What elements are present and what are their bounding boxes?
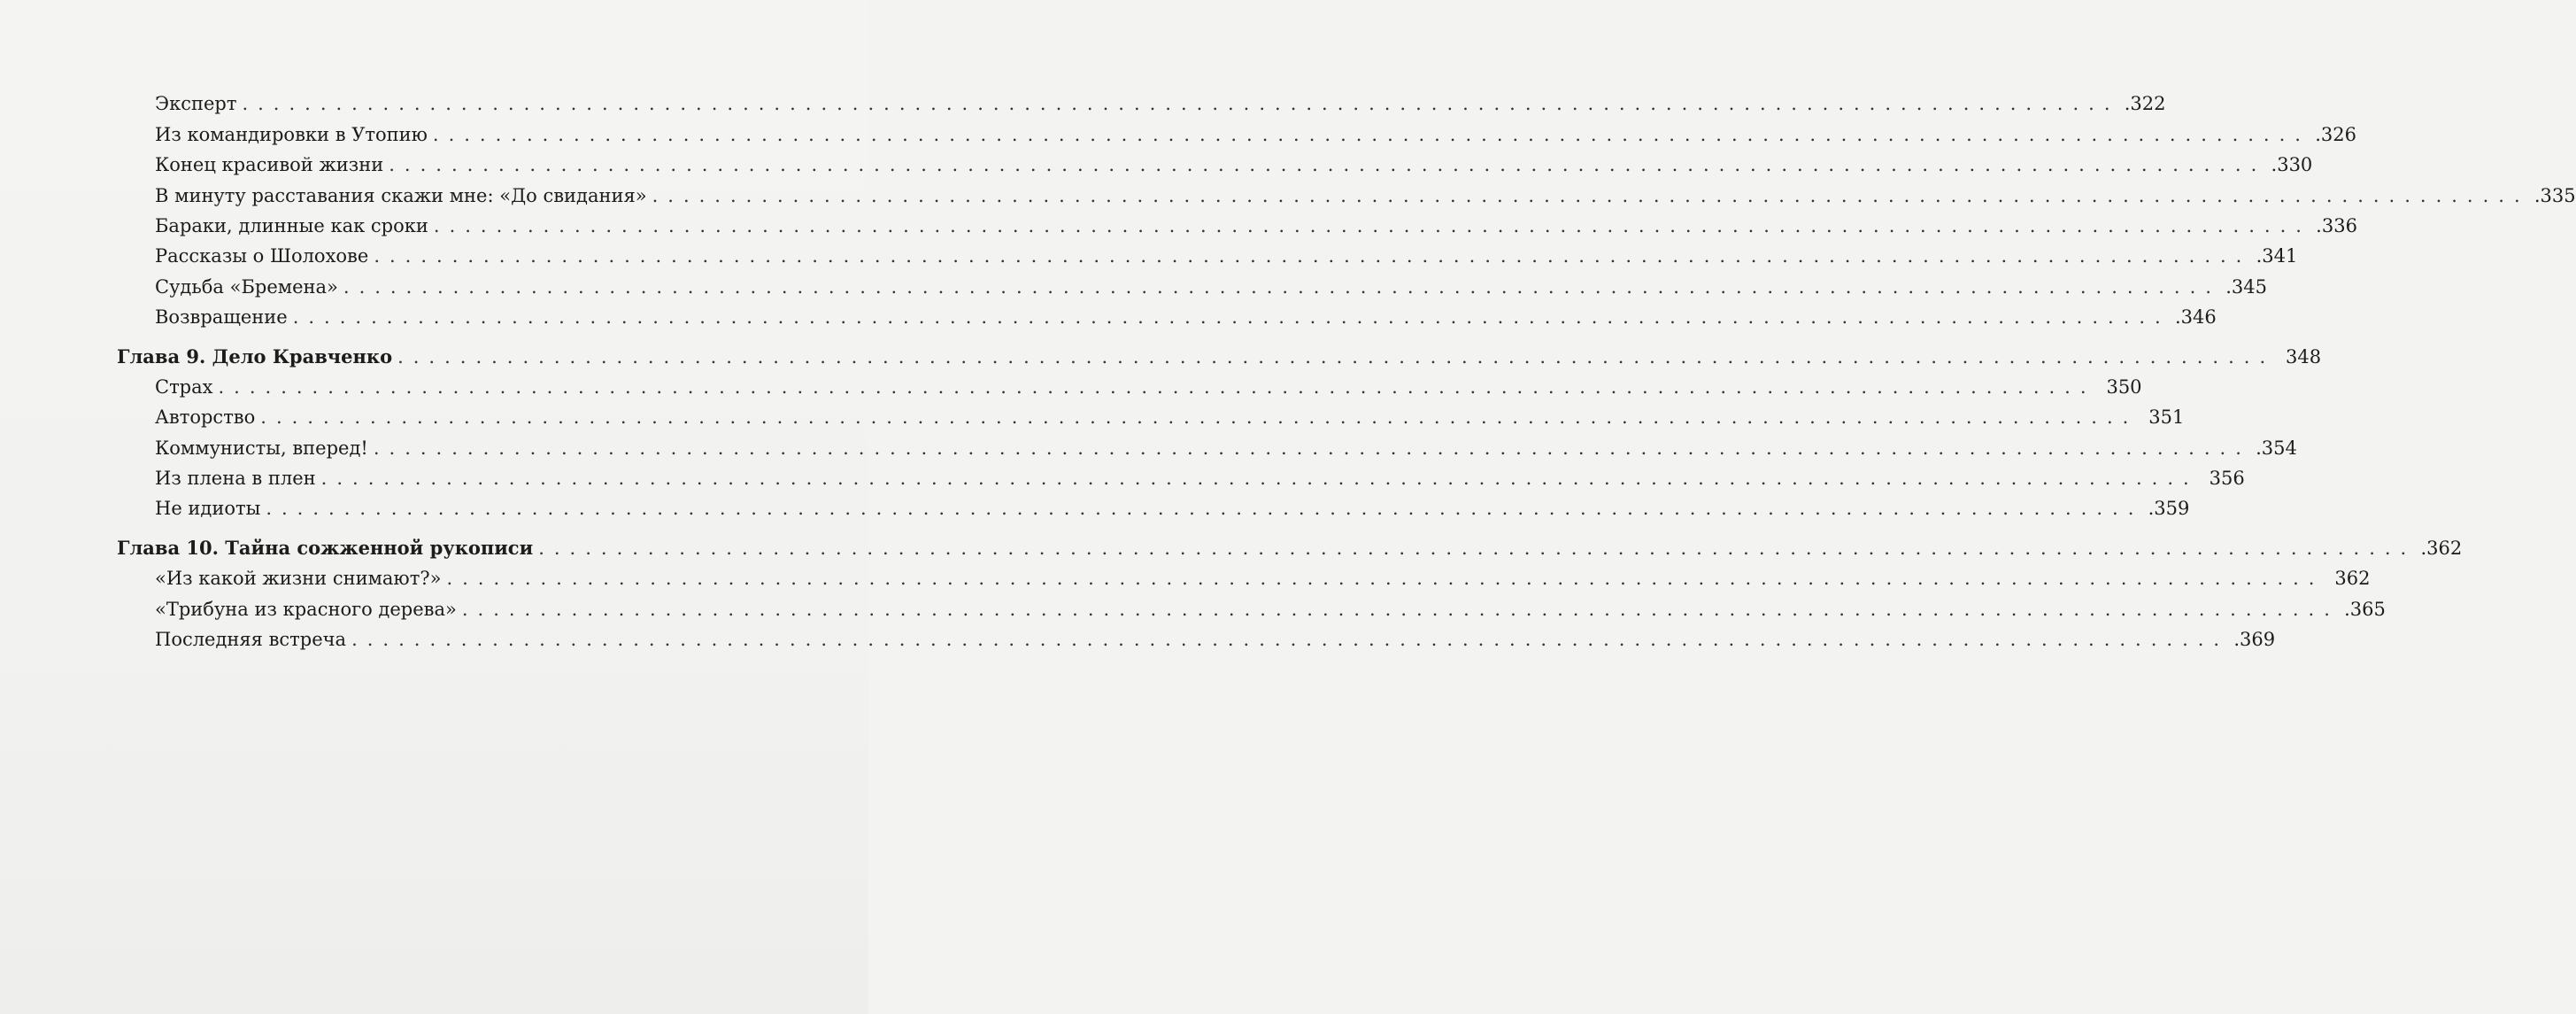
toc-dot-leader: ........................................................................................................................ <box>218 375 2096 398</box>
toc-dot-leader: ........................................................................................................................ <box>242 93 2120 115</box>
toc-dot-leader: ........................................................................................................................ <box>343 275 2221 298</box>
toc-entry-title: Бараки, длинные как сроки <box>155 214 428 236</box>
toc-entry-title: Судьба «Бремена» <box>155 275 338 298</box>
toc-entry-row <box>117 492 2190 522</box>
toc-entry-title: «Трибуна из красного дерева» <box>155 598 457 620</box>
toc-entry-title: Не идиоты <box>155 498 261 520</box>
toc-dot-leader: ........................................................................................................................ <box>351 629 2230 651</box>
toc-entry-row <box>117 461 2245 492</box>
toc-page-number: .335 <box>2534 184 2576 206</box>
toc-dot-leader: ........................................................................................................................ <box>373 437 2251 459</box>
toc-page-number: .330 <box>2271 154 2313 176</box>
toc-entry-title: Из командировки в Утопию <box>155 123 428 145</box>
toc-entry-title: Коммунисты, вперед! <box>155 437 368 459</box>
toc-entry-title: Рассказы о Шолохове <box>155 245 369 267</box>
toc-page-number: 350 <box>2106 375 2142 398</box>
toc-entry-title: Авторство <box>155 406 256 429</box>
toc-page-number: .346 <box>2174 306 2217 329</box>
toc-entry-title: Возвращение <box>155 306 288 329</box>
toc-page-number: 351 <box>2148 406 2185 429</box>
toc-entry-row <box>117 178 2576 208</box>
toc-entry-row <box>117 148 2313 178</box>
toc-page-number: .365 <box>2344 598 2386 620</box>
toc-page-number: .336 <box>2316 214 2357 236</box>
toc-dot-leader: ........................................................................................................................ <box>446 568 2325 590</box>
toc-dot-leader: ........................................................................................................................ <box>374 245 2252 267</box>
toc-page-number: 348 <box>2286 345 2322 368</box>
toc-dot-leader: ........................................................................................................................ <box>266 498 2144 520</box>
toc-entry-row <box>117 592 2386 622</box>
toc-page-number: .369 <box>2233 629 2276 651</box>
toc-entry-title: Последняя встреча <box>155 629 347 651</box>
toc-entry-row <box>117 561 2371 592</box>
toc-entry-row <box>117 87 2166 117</box>
toc-page-number: .345 <box>2225 275 2267 298</box>
toc-page-number: .341 <box>2256 245 2298 267</box>
toc-entry-title: Страх <box>155 375 213 398</box>
toc-entry-title: Эксперт <box>155 93 237 115</box>
toc-dot-leader: ........................................................................................................................ <box>432 123 2310 145</box>
toc-entry-row <box>117 370 2142 400</box>
toc-entry-row <box>117 400 2185 430</box>
toc-entry-row <box>117 117 2356 147</box>
toc-dot-leader: ........................................................................................................................ <box>538 537 2417 559</box>
toc-dot-leader: ........................................................................................................................ <box>260 406 2139 429</box>
toc-page-number: .322 <box>2124 93 2166 115</box>
toc-entry-title: Конец красивой жизни <box>155 154 384 176</box>
toc-dot-leader: ........................................................................................................................ <box>433 214 2311 236</box>
toc-page-number: 362 <box>2334 568 2371 590</box>
toc-entry-title: В минуту расставания скажи мне: «До свидания» <box>155 184 647 206</box>
toc-dot-leader: ........................................................................................................................ <box>397 345 2276 368</box>
toc-entry-row <box>117 239 2298 269</box>
toc-entry-row <box>117 623 2276 653</box>
toc-entry-title: «Из какой жизни снимают?» <box>155 568 442 590</box>
toc-dot-leader: ........................................................................................................................ <box>320 468 2199 490</box>
toc-dot-leader: ........................................................................................................................ <box>461 598 2340 620</box>
toc-page-number: 356 <box>2209 468 2245 490</box>
toc-dot-leader: ........................................................................................................................ <box>292 306 2171 329</box>
toc-chapter-row <box>117 339 2322 369</box>
table-of-contents <box>117 87 2576 653</box>
toc-entry-row <box>117 430 2297 461</box>
toc-page-number: .362 <box>2420 537 2463 559</box>
toc-entry-row <box>117 300 2217 330</box>
toc-page-number: .326 <box>2315 123 2356 145</box>
toc-entry-row <box>117 269 2267 299</box>
toc-entry-title: Глава 9. Дело Кравченко <box>117 344 393 368</box>
toc-dot-leader: ........................................................................................................................ <box>652 184 2530 206</box>
toc-entry-title: Из плена в плен <box>155 468 316 490</box>
toc-page-number: .354 <box>2256 437 2297 459</box>
toc-page-number: .359 <box>2148 498 2190 520</box>
toc-entry-row <box>117 209 2357 239</box>
toc-chapter-row <box>117 530 2463 561</box>
toc-dot-leader: ........................................................................................................................ <box>389 154 2267 176</box>
toc-entry-title: Глава 10. Тайна сожженной рукописи <box>117 536 534 559</box>
